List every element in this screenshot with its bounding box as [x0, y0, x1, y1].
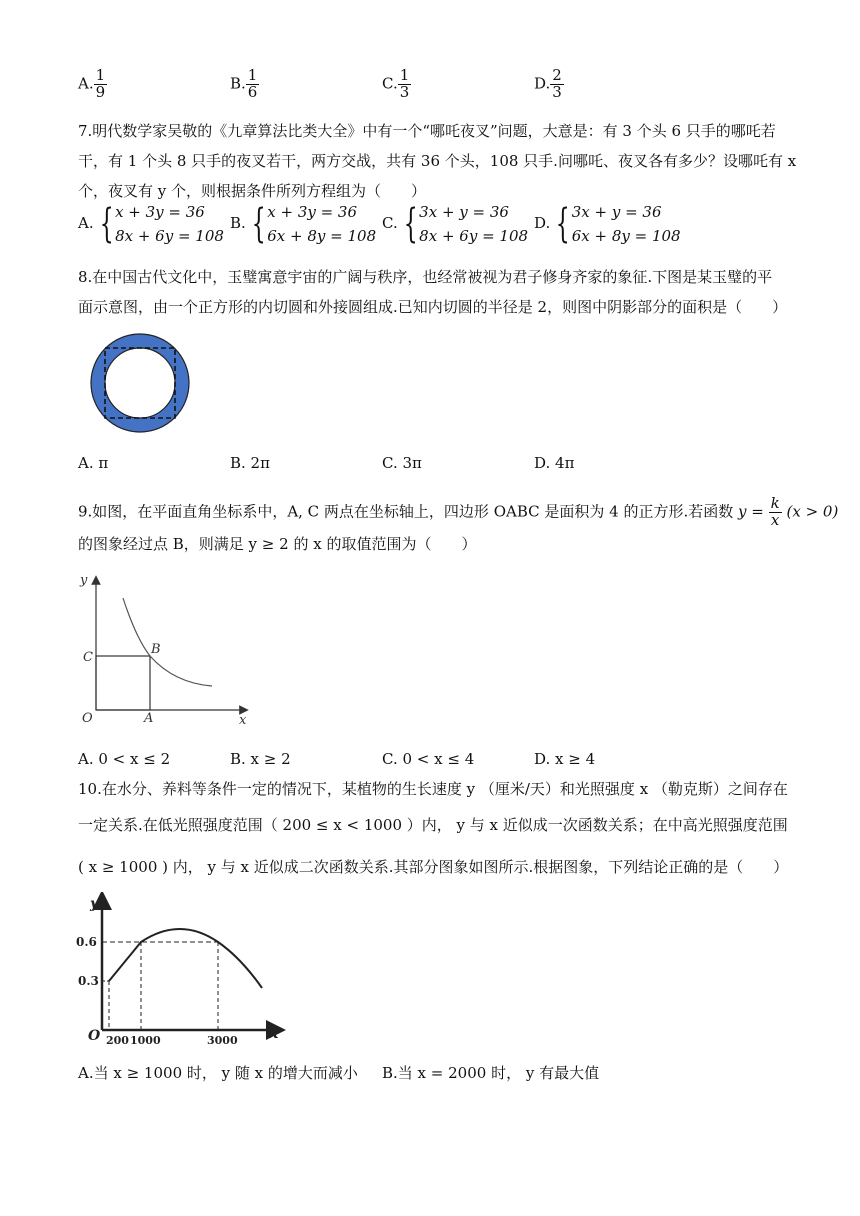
q8-stem-line-1: 8.在中国古代文化中，玉璧寓意宇宙的广阔与秩序，也经常被视为君子修身齐家的象征.下图是某玉璧的平: [78, 268, 773, 286]
q10-option-a: A.当 x ≥ 1000 时， y 随 x 的增大而减小: [78, 1064, 358, 1082]
q9-coordinate-graph: [74, 568, 254, 728]
fraction: $\frac{2}{3}$: [552, 66, 562, 101]
y-axis-label: y: [90, 896, 99, 912]
point-b-label: B: [151, 642, 161, 657]
q8-option-d: D. 4π: [534, 454, 575, 472]
fraction: $\frac{1}{3}$: [399, 66, 410, 101]
point-a-label: A: [144, 711, 154, 726]
origin-label: O: [88, 1028, 101, 1044]
fraction: $\frac{1}{6}$: [247, 66, 258, 101]
equation-system: { 3x + y = 36 8x + 6y = 108: [403, 201, 529, 247]
tick-label-3000: 3000: [207, 1034, 238, 1047]
y-axis-label: y: [80, 573, 88, 588]
hyperbola-curve: [123, 598, 212, 686]
jade-disc-figure: [76, 332, 210, 434]
tick-label-200: 200: [106, 1034, 129, 1047]
q6-option-a: A. $\frac{1}{9}$: [78, 66, 106, 101]
q7-option-c: C. { 3x + y = 36 8x + 6y = 108: [382, 201, 529, 247]
q6-option-b: B. $\frac{1}{6}$: [230, 66, 258, 101]
q7-option-a: A. { x + 3y = 36 8x + 6y = 108: [78, 201, 224, 247]
q9-option-c: C. 0 < x ≤ 4: [382, 750, 475, 768]
tick-label-0.6: 0.6: [76, 935, 97, 949]
q7-option-b: B. { x + 3y = 36 6x + 8y = 108: [230, 201, 377, 247]
equation-system: { x + 3y = 36 8x + 6y = 108: [99, 201, 224, 247]
equation-system: { 3x + y = 36 6x + 8y = 108: [555, 201, 681, 247]
q10-stem-line-3: ( x ≥ 1000 ) 内， y 与 x 近似成二次函数关系.其部分图象如图所示.根据图象，下列结论正确的是（ ）: [78, 858, 789, 876]
point-c-label: C: [83, 650, 93, 665]
q9-option-b: B. x ≥ 2: [230, 750, 291, 768]
q10-stem-line-2: 一定关系.在低光照强度范围（ 200 ≤ x < 1000 ）内， y 与 x 近似成一次函数关系；在中高光照强度范围: [78, 816, 788, 834]
fraction: $\frac{1}{9}$: [95, 66, 106, 101]
q9-option-d: D. x ≥ 4: [534, 750, 596, 768]
function-fraction: $\frac{k}{x}$: [770, 494, 780, 529]
q9-stem-line-2: 的图象经过点 B，则满足 y ≥ 2 的 x 的取值范围为（ ）: [78, 535, 477, 553]
x-axis-label: x: [239, 713, 247, 728]
tick-label-1000: 1000: [130, 1034, 161, 1047]
origin-label: O: [82, 711, 93, 726]
inner-circle: [105, 348, 175, 418]
tick-label-0.3: 0.3: [78, 974, 99, 988]
q10-growth-graph: [76, 892, 286, 1052]
q8-option-a: A. π: [78, 454, 109, 472]
growth-curve: [109, 929, 262, 988]
q6-option-c: C. $\frac{1}{3}$: [382, 66, 410, 101]
q8-option-c: C. 3π: [382, 454, 422, 472]
q10-stem-line-1: 10.在水分、养料等条件一定的情况下，某植物的生长速度 y （厘米/天）和光照强度 x （勒克斯）之间存在: [78, 780, 788, 798]
q9-option-a: A. 0 < x ≤ 2: [78, 750, 171, 768]
q8-stem-line-2: 面示意图，由一个正方形的内切圆和外接圆组成.已知内切圆的半径是 2，则图中阴影部分的面积是（ ）: [78, 298, 788, 316]
equation-system: { x + 3y = 36 6x + 8y = 108: [251, 201, 377, 247]
q6-option-d: D. $\frac{2}{3}$: [534, 66, 562, 101]
q8-option-b: B. 2π: [230, 454, 270, 472]
q7-stem-line-2: 干，有 1 个头 8 只手的夜叉若干，两方交战，共有 36 个头，108 只手.问哪吒、夜叉各有多少？设哪吒有 x: [78, 152, 797, 170]
q7-stem-line-3: 个，夜叉有 y 个，则根据条件所列方程组为（ ）: [78, 182, 427, 200]
q7-stem-line-1: 7.明代数学家吴敬的《九章算法比类大全》中有一个“哪吒夜叉”问题，大意是：有 3 个头 6 只手的哪吒若: [78, 122, 776, 140]
q10-option-b: B.当 x = 2000 时， y 有最大值: [382, 1064, 600, 1082]
square-oabc: [96, 656, 150, 710]
x-axis-label: x: [270, 1026, 279, 1042]
q9-stem-line-1: 9.如图，在平面直角坐标系中，A, C 两点在坐标轴上，四边形 OABC 是面积为 4 的正方形.若函数 y = $\frac{k}{x}$ (x > 0): [78, 494, 839, 529]
q7-option-d: D. { 3x + y = 36 6x + 8y = 108: [534, 201, 681, 247]
